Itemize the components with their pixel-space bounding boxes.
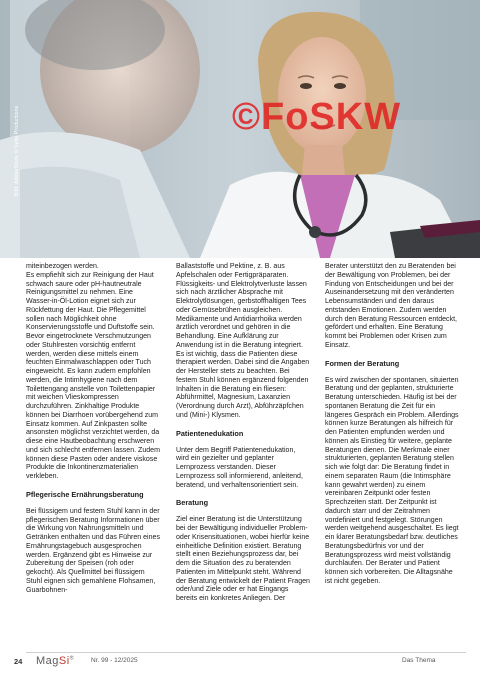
paragraph: Ziel einer Beratung ist die Unterstützung bei der Bewältigung individueller Problem- oder Krisensituationen, wobei hierfür keine einheitliche Definition existiert. Beratung stellt einen Beziehungsprozess dar, bei dem die Situation des zu beratenden Patienten im Mittelpunkt steht. Während der Beratung entwickelt der Patient Fragen oder/und Ziele oder er hat Eingangs bereits ein konkretes Anliegen. Der [176, 516, 310, 602]
logo-text: Mag [36, 655, 59, 667]
hero-photo [0, 0, 480, 258]
magazine-logo [36, 655, 74, 667]
watermark: ©FoSKW [232, 96, 402, 138]
text-column-1 [26, 263, 160, 595]
page-number: 24 [14, 657, 23, 666]
footer-divider [26, 652, 466, 653]
paragraph: Unter dem Begriff Patientenedukation, wird ein gezielter und geplanter Lernprozess verstanden. Dieser Lernprozess soll informierend, anleitend, beratend, und verhaltensorientiert sein. [176, 446, 303, 489]
text-column-3 [325, 263, 459, 587]
paragraph: Ballaststoffe und Pektine, z. B. aus Apfelschalen oder Fertigpräparaten. Flüssigkeits- und Elektrolytverluste lassen sich nach ärztlicher Absprache mit Elektrolytlösungen, gerbstoffhaltigen Tees oder Gemüsebrühen ausgleichen. Medikamente und Antidiarrhoika werden ärztlich verordnet und gehören in die Behandlung. Eine Aufklärung zur Anwendung ist in die Beratung integriert. Es ist wichtig, dass die Patienten diese therapiert werden. Dabei sind die Angaben der Hersteller stets zu beachten. Bei festem Stuhl können ergänzend folgenden Inhalten in die Beratung ein fliesen: Abführmittel, Magnesium, Laxanzien (Verordnung durch Arzt), Abführzäpfchen und (Mini-) Klysmen. [176, 263, 310, 419]
page-footer [0, 652, 480, 670]
paragraph: miteinbezogen werden. [26, 263, 99, 270]
logo-text-accent: Si [58, 655, 70, 667]
section-name: Das Thema [402, 657, 436, 664]
text-column-2 [176, 263, 310, 604]
issue-number: Nr. 99 - 12/2025 [91, 657, 138, 664]
photo-credit: Bild: AdobeStock © Syda Productions [14, 105, 20, 196]
paragraph: Berater unterstützt den zu Beratenden bei der Bewältigung von Problemen, bei der Findung von Entscheidungen und bei der Auseinandersetzung mit den veränderten Lebensumständen und den daraus entstanden Emotionen. Zudem werden durch den Beratung Ressourcen entdeckt, gefördert und erhalten. Eine Beratung kommt bei Problemen oder Krisen zum Einsatz. [325, 263, 458, 349]
section-heading: Pflegerische Ernährungsberatung [26, 489, 144, 499]
logo-registered: ® [69, 655, 74, 662]
section-heading: Formen der Beratung [325, 358, 400, 368]
paragraph: Bei flüssigem und festem Stuhl kann in der pflegerischen Beratung Informationen über die Wirkung von Nahrungsmitteln und Getränken enthalten und das Führen eines Ernährungstagebuch ausgesprochen werden. Ergänzend gibt es Hinweise zur Zubereitung der Speisen (roh oder gekocht). Als Quellmittel bei flüssigem Stuhl eignen sich gemahlene Flohsamen, Guarbohnen- [26, 507, 160, 594]
paragraph: Es wird zwischen der spontanen, situierten Beratung und der geplanten, strukturierte Beratung unterschieden. Häufig ist bei der spontanen Beratung die Zeit für ein längeres Gespräch ein Problem. Allerdings können kurze Beratungen als hilfreich für den Patienten empfunden werden und können als Einstieg für weitere, geplante Beratungen dienen. Die Merkmale einer strukturierten, geplanten Beratung stellen sich wie folgt dar: Die Beratung findet in einem separaten Raum (die Intimsphäre kann gewahrt werden) zu einem vereinbaren Zeitpunkt oder festen Sprechzeiten statt. Der Zeitpunkt ist dadurch starr und der Zeitrahmen vordefiniert und festgelegt. Störungen werden weitgehend ausgeschaltet. Es liegt ein klarer Beratungsbedarf bzw. deutliches Beratungsbedürfnis vor und der Beratungsprozess wird meist vollständig durchlaufen. Der Berater und Patient können sich vorbereiten. Die Alltagsnähe ist nicht gegeben. [325, 376, 459, 585]
paragraph: Es empfiehlt sich zur Reinigung der Haut schwach saure oder pH-hautneutrale Reinigungsmittel zu nehmen. Eine Wasser-in-Öl-Lotion eignet sich zur Rückfettung der Haut. Die Pflegemittel sollen nach Möglichkeit ohne Konservierungsstoffe und Duftstoffe sein. Bevor eingetrocknete Verschmutzungen oder Stuhlresten vorsichtig entfernt werden, werden diese mittels einem feuchten Einmalwaschlappen oder Tuch eingeweicht. Es kann zudem empfohlen werden, die Intimhygiene nach dem Toilettengang anstelle von Toilettenpapier mit weichen Vlieskompressen durchzuführen. Zinkhaltige Produkte können bei Diarrhoen vorübergehend zum Einsatz kommen. Auf Zinkpasten sollte ansonsten möglichst verzichtet werden, da diese eine Hautbeobachtung erschweren und sich schlecht entfernen lassen. Zudem können diese Pasten oder andere viskose Produkte die Inkontinenzmaterialien verkleben. [26, 271, 160, 480]
section-heading: Beratung [176, 498, 209, 508]
section-heading: Patientenedukation [176, 428, 244, 438]
